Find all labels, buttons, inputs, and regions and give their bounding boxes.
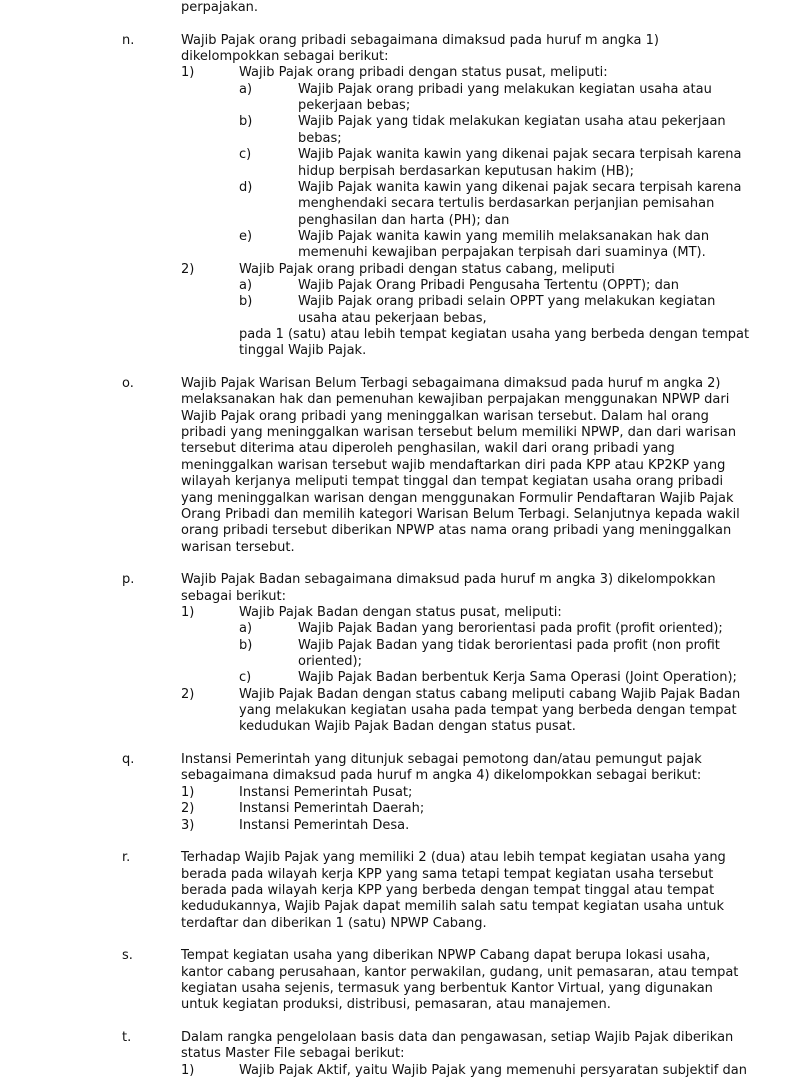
text-line [0, 213, 795, 229]
text-line [0, 441, 795, 457]
text-line [0, 278, 795, 294]
line-text: Wajib Pajak wanita kawin yang dikenai pajak secara terpisah karena [298, 179, 742, 195]
line-text: pada 1 (satu) atau lebih tempat kegiatan usaha yang berbeda dengan tempat [239, 327, 750, 342]
line-text: Wajib Pajak Badan dengan status pusat, meliputi: [239, 604, 562, 620]
line-text: Wajib Pajak yang tidak melakukan kegiatan usaha atau pekerjaan [298, 114, 726, 130]
line-text: Wajib Pajak Aktif, yaitu Wajib Pajak yang memenuhi persyaratan subjektif dan [239, 1062, 747, 1078]
text-line [0, 589, 795, 605]
list-marker: q. [122, 752, 135, 768]
line-text: Wajib Pajak orang pribadi dengan status pusat, meliputi: [239, 65, 608, 81]
list-marker: a) [239, 81, 253, 97]
text-line [0, 229, 795, 245]
line-text: dikelompokkan sebagai berikut: [181, 49, 389, 65]
list-marker: c) [239, 147, 252, 163]
line-text: Wajib Pajak wanita kawin yang dikenai pajak secara terpisah karena [298, 147, 742, 163]
text-line [0, 1030, 795, 1046]
text-line [0, 131, 795, 147]
line-text: tersebut diterima atau diperoleh penghasilan, wakil dari orang pribadi yang [181, 441, 675, 457]
line-text: menghendaki secara tertulis berdasarkan perjanjian pemisahan [298, 196, 715, 212]
line-text: Wajib Pajak orang pribadi sebagaimana dimaksud pada huruf m angka 1) [181, 32, 659, 48]
line-text: Instansi Pemerintah Daerah; [239, 801, 425, 817]
line-text: Instansi Pemerintah Pusat; [239, 784, 413, 800]
list-marker: 1) [181, 604, 195, 620]
text-line [0, 752, 795, 768]
list-marker: d) [239, 179, 253, 195]
text-line [0, 654, 795, 670]
text-line [0, 0, 795, 16]
text-line [0, 114, 795, 130]
line-text: Instansi Pemerintah Desa. [239, 817, 410, 833]
line-text: Wajib Pajak Warisan Belum Terbagi sebagaimana dimaksud pada huruf m angka 2) [181, 376, 721, 392]
line-text: pekerjaan bebas; [298, 98, 411, 114]
line-text: kedudukannya, Wajib Pajak dapat memilih salah satu tempat kegiatan usaha untuk [181, 899, 725, 915]
line-text: status Master File sebagai berikut: [181, 1046, 405, 1062]
text-line [0, 638, 795, 654]
line-text: Orang Pribadi dan memilih kategori Warisan Belum Terbagi. Selanjutnya kepada wakil [181, 506, 740, 522]
line-text: perpajakan. [181, 0, 259, 15]
line-text: penghasilan dan harta (PH); dan [298, 212, 510, 228]
line-text: hidup berpisah berdasarkan keputusan hakim (HB); [298, 163, 634, 179]
line-text: wilayah kerjanya meliputi tempat tinggal dan tempat kegiatan usaha orang pribadi [181, 474, 724, 490]
text-line [0, 327, 795, 343]
text-line [0, 65, 795, 81]
text-line [0, 49, 795, 65]
line-text: yang meninggalkan warisan dengan menggunakan Formulir Pendaftaran Wajib Pajak [181, 490, 734, 506]
list-marker: b) [239, 294, 253, 310]
text-line [0, 785, 795, 801]
text-line [0, 687, 795, 703]
list-marker: o. [122, 376, 134, 392]
text-line [0, 1046, 795, 1062]
text-line [0, 818, 795, 834]
line-text: sebagai berikut: [181, 588, 287, 604]
list-marker: c) [239, 670, 252, 686]
line-text: Wajib Pajak Badan berbentuk Kerja Sama Operasi (Joint Operation); [298, 670, 737, 686]
text-line [0, 33, 795, 49]
line-text: Wajib Pajak Orang Pribadi Pengusaha Tertentu (OPPT); dan [298, 277, 680, 293]
text-line [0, 491, 795, 507]
text-line [0, 82, 795, 98]
line-text: Wajib Pajak orang pribadi dengan status cabang, meliputi [239, 261, 615, 277]
text-line [0, 621, 795, 637]
text-line [0, 147, 795, 163]
text-line [0, 670, 795, 686]
list-marker: b) [239, 114, 253, 130]
list-marker: 2) [181, 801, 195, 817]
text-line [0, 376, 795, 392]
text-line [0, 507, 795, 523]
text-line [0, 409, 795, 425]
list-marker: a) [239, 621, 253, 637]
text-line [0, 343, 795, 359]
text-line [0, 98, 795, 114]
list-marker: 3) [181, 817, 195, 833]
line-text: untuk kegiatan produksi, distribusi, pemasaran, atau manajemen. [181, 997, 611, 1013]
list-marker: 1) [181, 1062, 195, 1078]
line-text: Tempat kegiatan usaha yang diberikan NPWP Cabang dapat berupa lokasi usaha, [181, 948, 711, 964]
list-marker: p. [122, 572, 135, 588]
list-marker: 1) [181, 784, 195, 800]
line-text: Wajib Pajak Badan sebagaimana dimaksud pada huruf m angka 3) dikelompokkan [181, 572, 716, 588]
line-text: meninggalkan warisan tersebut wajib mendaftarkan diri pada KPP atau KP2KP yang [181, 457, 726, 473]
line-text: Wajib Pajak wanita kawin yang memilih melaksanakan hak dan [298, 228, 710, 244]
line-text: kedudukan Wajib Pajak Badan dengan status pusat. [239, 719, 576, 735]
line-text: Wajib Pajak Badan yang tidak berorientasi pada profit (non profit [298, 637, 720, 653]
text-line [0, 180, 795, 196]
line-text: Wajib Pajak orang pribadi yang melakukan kegiatan usaha atau [298, 81, 712, 97]
text-line [0, 572, 795, 588]
text-line [0, 311, 795, 327]
text-line [0, 916, 795, 932]
text-line [0, 605, 795, 621]
text-line [0, 474, 795, 490]
list-marker: t. [122, 1030, 132, 1046]
line-text: Dalam rangka pengelolaan basis data dan pengawasan, setiap Wajib Pajak diberikan [181, 1030, 734, 1046]
line-text: pribadi yang meninggalkan warisan tersebut belum memiliki NPWP, dan dari warisan [181, 425, 737, 441]
line-text: Instansi Pemerintah yang ditunjuk sebagai pemotong dan/atau pemungut pajak [181, 752, 702, 768]
line-text: oriented); [298, 654, 362, 669]
line-text: kantor cabang perusahaan, kantor perwakilan, gudang, unit pemasaran, atau tempat [181, 964, 739, 980]
text-line [0, 245, 795, 261]
line-text: tinggal Wajib Pajak. [239, 343, 367, 359]
line-text: Wajib Pajak orang pribadi selain OPPT yang melakukan kegiatan [298, 294, 716, 310]
text-line [0, 196, 795, 212]
text-line [0, 997, 795, 1013]
text-line [0, 392, 795, 408]
text-line [0, 768, 795, 784]
list-marker: 2) [181, 261, 195, 277]
list-marker: n. [122, 32, 135, 48]
text-line [0, 425, 795, 441]
line-text: berada pada wilayah kerja KPP yang sama tetapi tempat kegiatan usaha tersebut [181, 866, 714, 882]
line-text: melaksanakan hak dan pemenuhan kewajiban perpajakan menggunakan NPWP dari [181, 392, 730, 408]
line-text: Terhadap Wajib Pajak yang memiliki 2 (dua) atau lebih tempat kegiatan usaha yang [181, 850, 726, 866]
text-line [0, 899, 795, 915]
list-marker: r. [122, 850, 131, 866]
line-text: kegiatan usaha sejenis, termasuk yang berbentuk Kantor Virtual, yang digunakan [181, 981, 713, 996]
list-marker: b) [239, 637, 253, 653]
list-marker: 1) [181, 65, 195, 81]
text-line [0, 164, 795, 180]
list-marker: e) [239, 228, 253, 244]
text-line [0, 703, 795, 719]
text-line [0, 294, 795, 310]
line-text: bebas; [298, 130, 342, 146]
line-text: orang pribadi tersebut diberikan NPWP atas nama orang pribadi yang meninggalkan [181, 523, 732, 539]
line-text: Wajib Pajak Badan dengan status cabang meliputi cabang Wajib Pajak Badan [239, 686, 741, 702]
line-text: yang melakukan kegiatan usaha pada tempat yang berbeda dengan tempat [239, 703, 737, 719]
text-line [0, 981, 795, 997]
text-line [0, 801, 795, 817]
text-line [0, 867, 795, 883]
line-text: Wajib Pajak orang pribadi yang meninggalkan warisan tersebut. Dalam hal orang [181, 408, 709, 424]
text-line [0, 850, 795, 866]
text-line [0, 523, 795, 539]
line-text: berada pada wilayah kerja KPP yang berbeda dengan tempat tinggal atau tempat [181, 882, 715, 898]
list-marker: 2) [181, 686, 195, 702]
line-text: memenuhi kewajiban perpajakan terpisah dari suaminya (MT). [298, 245, 706, 261]
text-line [0, 262, 795, 278]
line-text: terdaftar dan diberikan 1 (satu) NPWP Cabang. [181, 915, 487, 931]
text-line [0, 1063, 795, 1079]
text-line [0, 458, 795, 474]
text-line [0, 883, 795, 899]
text-line [0, 719, 795, 735]
line-text: warisan tersebut. [181, 539, 295, 555]
list-marker: s. [122, 948, 133, 964]
line-text: usaha atau pekerjaan bebas, [298, 310, 487, 326]
text-line [0, 965, 795, 981]
list-marker: a) [239, 277, 253, 293]
line-text: sebagaimana dimaksud pada huruf m angka 4) dikelompokkan sebagai berikut: [181, 768, 702, 784]
text-line [0, 540, 795, 556]
text-line [0, 948, 795, 964]
line-text: Wajib Pajak Badan yang berorientasi pada profit (profit oriented); [298, 621, 723, 637]
